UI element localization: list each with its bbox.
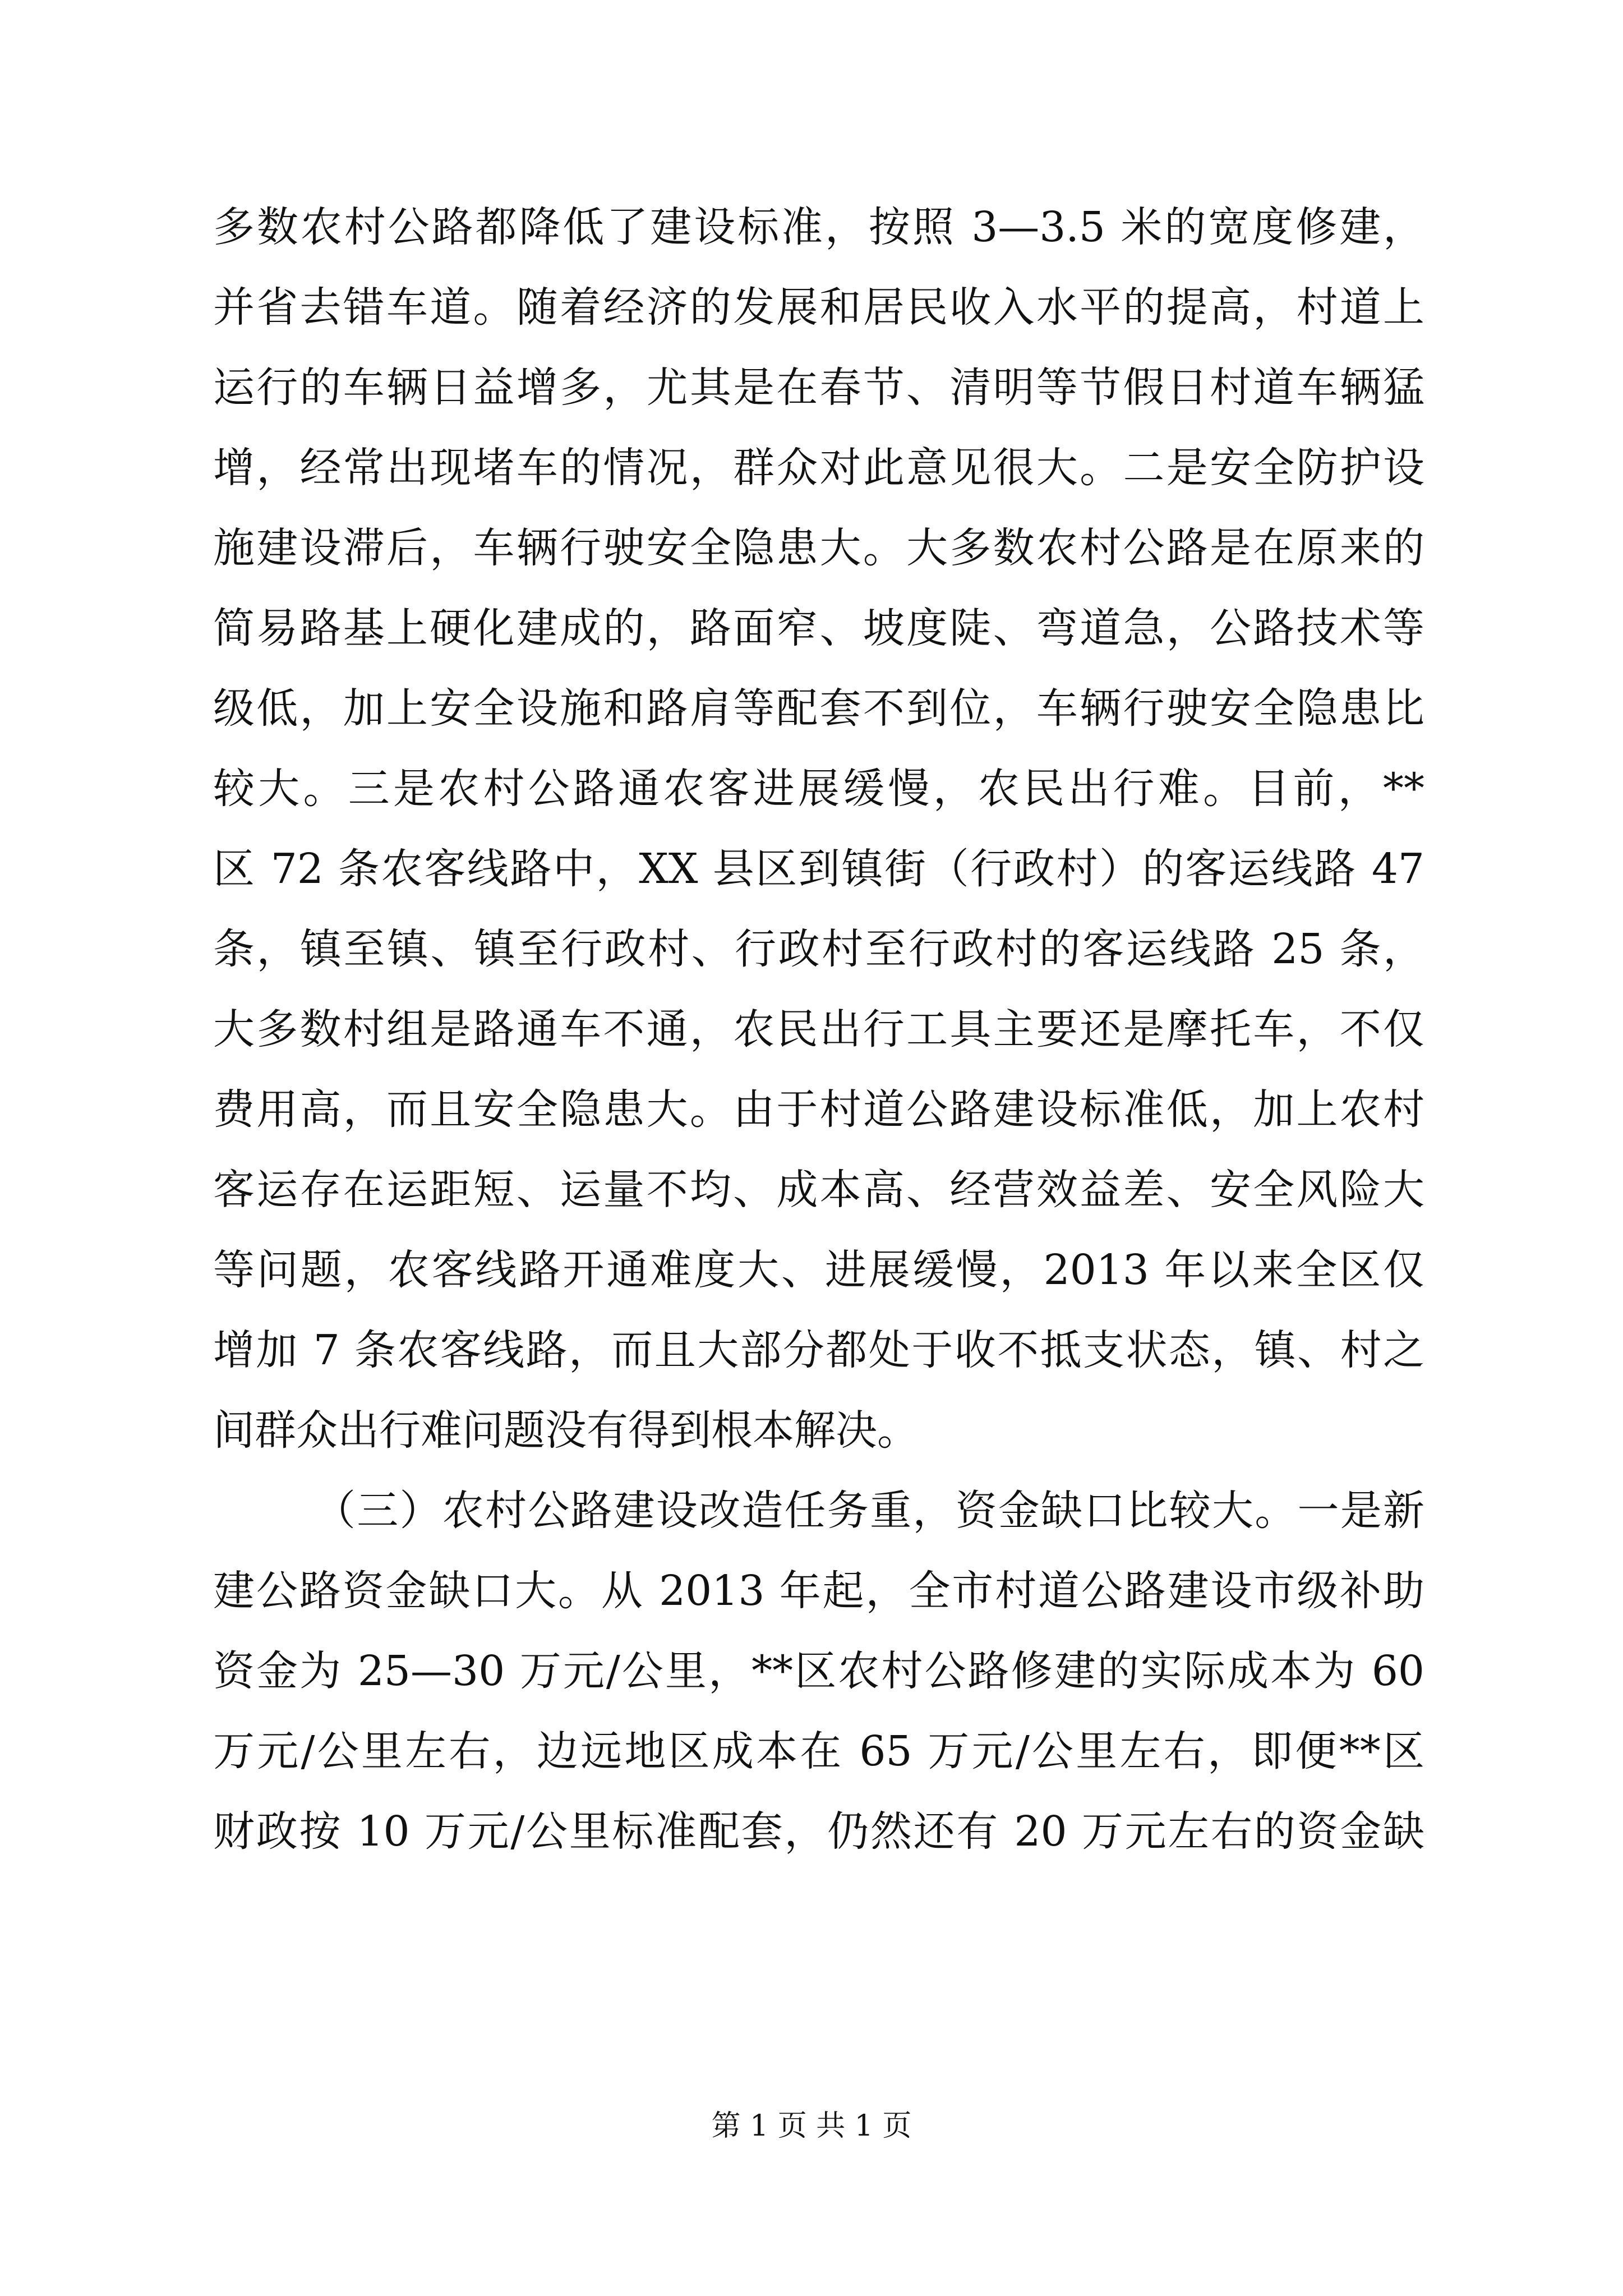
body-text-line: 资金为 25—30 万元/公里，**区农村公路修建的实际成本为 60 [213, 1647, 1424, 1695]
body-text-line: 费用高，而且安全隐患大。由于村道公路建设标准低，加上农村 [213, 1085, 1424, 1134]
body-text-line: 万元/公里左右，边远地区成本在 65 万元/公里左右，即便**区 [213, 1727, 1424, 1775]
body-text-line: 客运存在运距短、运量不均、成本高、经营效益差、安全风险大 [213, 1166, 1424, 1214]
body-text-line: 条，镇至镇、镇至行政村、行政村至行政村的客运线路 25 条， [213, 925, 1424, 973]
page-footer: 第 1 页 共 1 页 [711, 2109, 912, 2143]
body-text-line: 建公路资金缺口大。从 2013 年起，全市村道公路建设市级补助 [213, 1567, 1424, 1615]
body-text-line: 多数农村公路都降低了建设标准，按照 3—3.5 米的宽度修建， [213, 203, 1424, 251]
body-text-line: 增，经常出现堵车的情况，群众对此意见很大。二是安全防护设 [213, 444, 1424, 492]
body-text-line: 财政按 10 万元/公里标准配套，仍然还有 20 万元左右的资金缺 [213, 1807, 1424, 1856]
body-text-line: 增加 7 条农客线路，而且大部分都处于收不抵支状态，镇、村之 [213, 1326, 1424, 1374]
body-text-line: 区 72 条农客线路中，XX 县区到镇街（行政村）的客运线路 47 [213, 845, 1424, 893]
body-text-line: 运行的车辆日益增多，尤其是在春节、清明等节假日村道车辆猛 [213, 364, 1424, 412]
body-text-line: 简易路基上硬化建成的，路面窄、坡度陡、弯道急，公路技术等 [213, 604, 1424, 652]
body-text-line: 较大。三是农村公路通农客进展缓慢，农民出行难。目前，** [213, 765, 1424, 813]
body-text-line: 级低，加上安全设施和路肩等配套不到位，车辆行驶安全隐患比 [213, 684, 1424, 733]
body-text-line: 并省去错车道。随着经济的发展和居民收入水平的提高，村道上 [213, 283, 1424, 332]
section-heading-line: （三）农村公路建设改造任务重，资金缺口比较大。一是新 [314, 1487, 1424, 1535]
body-text-line: 间群众出行难问题没有得到根本解决。 [213, 1406, 919, 1455]
body-text-line: 大多数村组是路通车不通，农民出行工具主要还是摩托车，不仅 [213, 1005, 1424, 1053]
body-text-line: 等问题，农客线路开通难度大、进展缓慢，2013 年以来全区仅 [213, 1246, 1424, 1294]
body-text-line: 施建设滞后，车辆行驶安全隐患大。大多数农村公路是在原来的 [213, 524, 1424, 572]
